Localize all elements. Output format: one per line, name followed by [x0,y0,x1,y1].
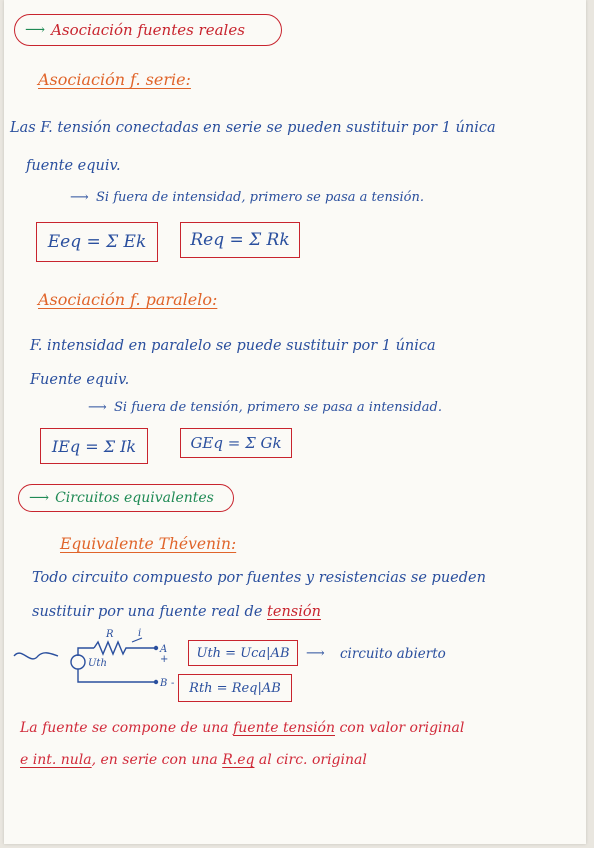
wave-icon [14,653,58,659]
final-line1-b: fuente tensión [233,720,335,736]
circuitos-title: Circuitos equivalentes [55,490,214,506]
final-line2 [20,752,367,768]
voltage-source-icon [71,655,85,669]
final-line1-a: La fuente se compone de una [20,720,234,736]
paralelo-formula-ieq-text: IEq = Σ Ik [51,436,137,456]
serie-text-line1: Las F. tensión conectadas en serie se pueden sustituir por 1 única [10,120,496,136]
final-line1-c: con valor original [335,720,465,736]
paralelo-text-line2: Fuente equiv. [30,372,130,388]
final-line2-a: e int. nula [20,752,92,768]
label-plus: + [160,654,169,665]
thevenin-text-line1: Todo circuito compuesto por fuentes y resistencias se pueden [32,570,486,586]
serie-arrow-icon: ⟶ [70,190,89,205]
formula-uth-text: Uth = Uca|AB [196,645,290,661]
thevenin-text-line2 [32,604,321,620]
thevenin-heading: Equivalente Thévenin: [60,535,237,553]
notebook-page [4,0,586,844]
serie-formula-eeq-text: Eeq = Σ Ek [47,232,147,252]
terminal-b [154,680,158,684]
thevenin-text-line2-b: tensión [267,604,321,620]
section-title: Asociación fuentes reales [51,21,245,39]
serie-heading: Asociación f. serie: [38,70,191,89]
paralelo-formula-geq-text: GEq = Σ Gk [190,434,282,452]
final-line2-d: al circ. original [254,752,367,768]
label-i: i [138,628,142,639]
final-line2-c: R.eq [222,752,255,768]
paralelo-arrow-icon: ⟶ [88,400,107,415]
formula-rth-text: Rth = Req|AB [189,680,281,696]
arrow-right-icon: ⟶ [306,646,325,661]
arrow-right-icon: ⟶ [29,490,50,506]
serie-formula-req-text: Req = Σ Rk [190,230,290,250]
paralelo-heading: Asociación f. paralelo: [38,290,218,309]
paralelo-formula-ieq [40,428,148,464]
paralelo-text-line1: F. intensidad en paralelo se puede sustituir por 1 única [30,338,436,354]
serie-note: Si fuera de intensidad, primero se pasa a tensión. [96,190,424,205]
serie-formula-eeq [36,222,158,262]
final-line1 [20,720,464,736]
paralelo-formula-geq [180,428,292,458]
thevenin-circuit-diagram [8,624,188,696]
thevenin-text-line2-a: sustituir por una fuente real de [32,604,268,620]
serie-formula-req [180,222,300,258]
circuito-abierto-note: circuito abierto [340,646,446,662]
serie-text-line2: fuente equiv. [26,158,121,174]
label-r: R [106,629,114,640]
final-line2-b: , en serie con una [91,752,223,768]
resistor-icon [94,642,154,654]
formula-uth [188,640,298,666]
formula-rth [178,674,292,702]
circuitos-title-pill [18,484,234,512]
section-title-pill [14,14,282,46]
label-minus: - [171,678,175,689]
label-uth: Uth [88,658,107,669]
paralelo-note: Si fuera de tensión, primero se pasa a intensidad. [114,400,442,415]
label-a: A [160,644,168,655]
arrow-right-icon: ⟶ [25,22,46,38]
terminal-a [154,646,158,650]
wire-bottom [78,669,154,682]
label-b: B [160,678,168,689]
